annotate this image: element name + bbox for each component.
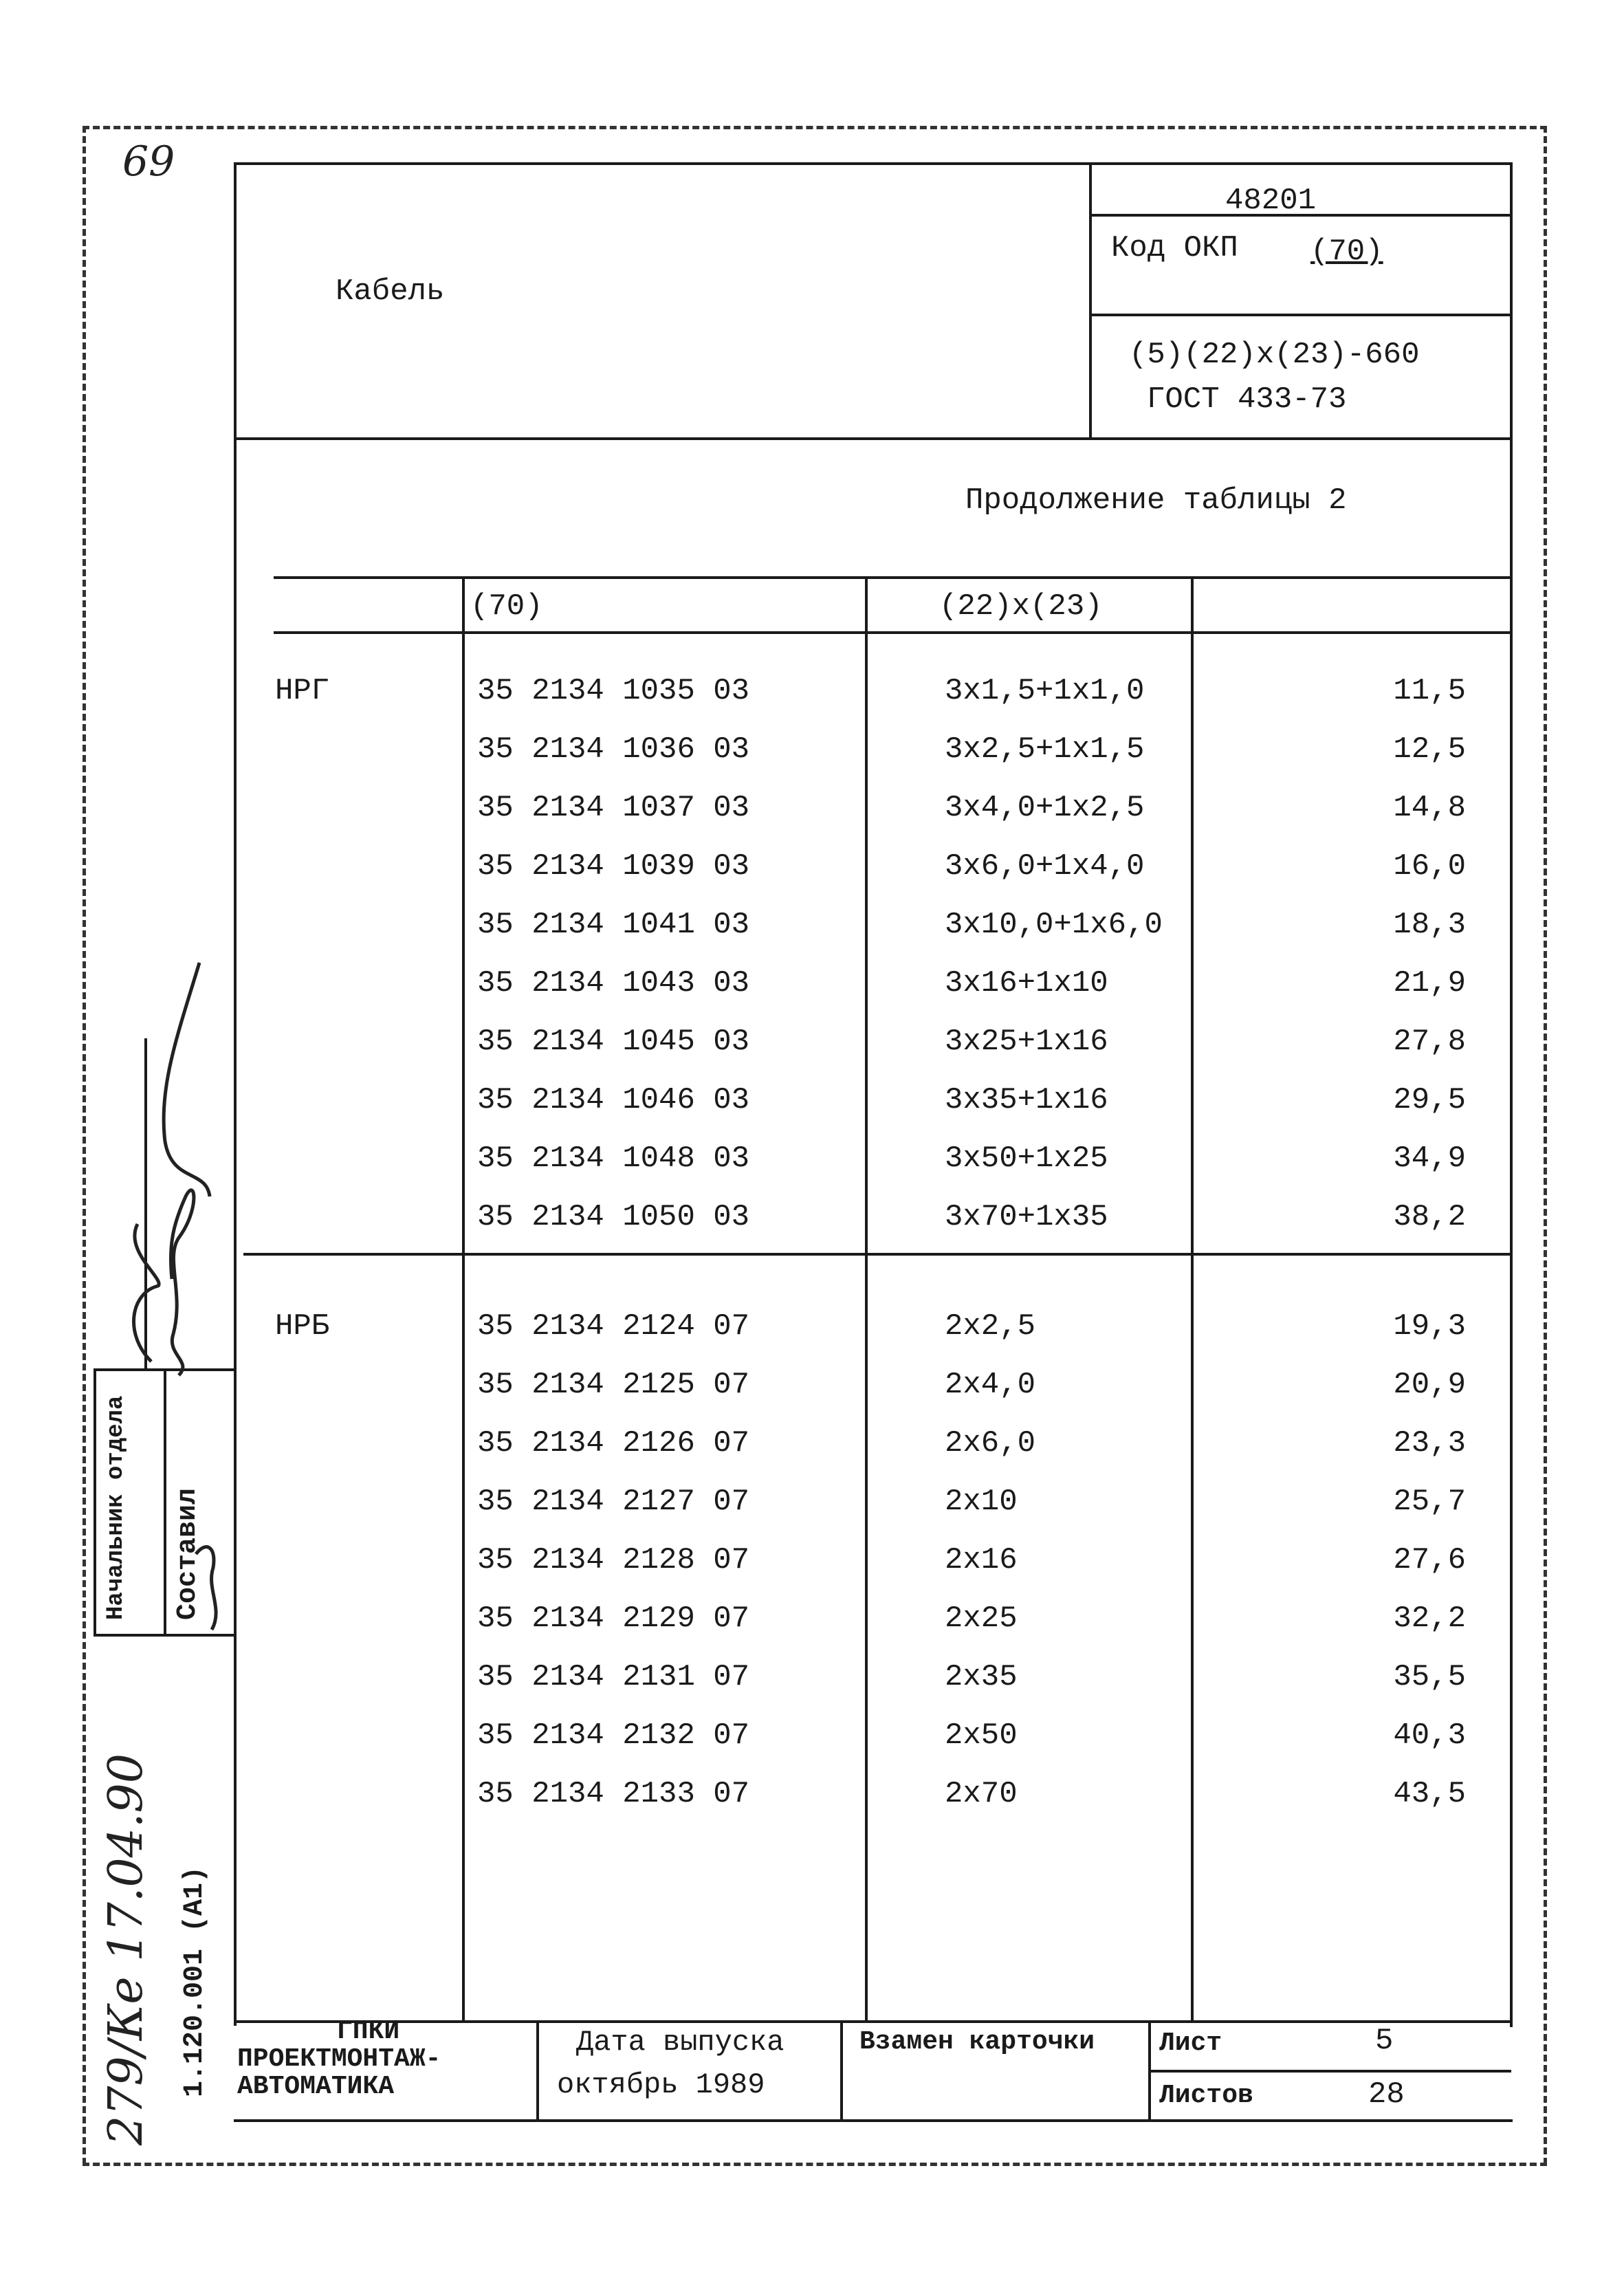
standard: ГОСТ 433-73 <box>1147 382 1347 417</box>
cell-size: 3x50+1x25 <box>945 1141 1108 1176</box>
cell-value: 20,9 <box>1393 1368 1466 1402</box>
cell-size: 3x1,5+1x1,0 <box>945 674 1145 708</box>
table-row <box>0 849 1624 908</box>
column-header-okp: (70) <box>470 589 543 624</box>
signature-stroke-3 <box>134 1224 160 1362</box>
cell-size: 2x35 <box>945 1660 1018 1694</box>
cell-value: 40,3 <box>1393 1718 1466 1753</box>
frame-top-border <box>83 126 1547 129</box>
stamp-head-of-dept: Начальник отдела <box>103 1395 129 1620</box>
cell-value: 35,5 <box>1393 1660 1466 1694</box>
cell-value: 32,2 <box>1393 1601 1466 1636</box>
cell-size: 3x10,0+1x6,0 <box>945 908 1163 942</box>
footer-divider-2 <box>840 2020 843 2121</box>
cell-size: 2x50 <box>945 1718 1018 1753</box>
footer-divider-1 <box>536 2020 539 2121</box>
frame-bottom-border <box>83 2163 1547 2166</box>
footer-release-label: Дата выпуска <box>576 2026 784 2059</box>
footer-org-line2: ПРОЕКТМОНТАЖ- <box>237 2044 441 2074</box>
table-row <box>0 791 1624 849</box>
table-header-bottom <box>274 631 1511 634</box>
cell-code: 35 2134 2126 07 <box>477 1426 750 1461</box>
designation: (5)(22)x(23)-660 <box>1129 338 1420 372</box>
cell-value: 16,0 <box>1393 849 1466 884</box>
stamp-compiled-by: Составил <box>173 1487 204 1620</box>
cell-size: 2x4,0 <box>945 1368 1036 1402</box>
cell-value: 18,3 <box>1393 908 1466 942</box>
cell-value: 34,9 <box>1393 1141 1466 1176</box>
cell-size: 2x2,5 <box>945 1309 1036 1344</box>
header-divider <box>1089 162 1092 439</box>
header-bottom-border <box>234 437 1513 440</box>
handwritten-date: 279/Ке 17.04.90 <box>99 1753 153 2145</box>
cell-code: 35 2134 2131 07 <box>477 1660 750 1694</box>
cell-size: 2x70 <box>945 1777 1018 1811</box>
cell-value: 27,6 <box>1393 1543 1466 1577</box>
cell-value: 29,5 <box>1393 1083 1466 1117</box>
group-label-nrb: НРБ <box>275 1309 330 1344</box>
cell-code: 35 2134 1043 03 <box>477 966 750 1001</box>
signature-stroke-2 <box>171 1190 193 1375</box>
cell-value: 19,3 <box>1393 1309 1466 1344</box>
column-header-size: (22)x(23) <box>939 589 1103 624</box>
cell-code: 35 2134 1041 03 <box>477 908 750 942</box>
footer-top-border <box>234 2020 1513 2023</box>
cell-size: 3x25+1x16 <box>945 1025 1108 1059</box>
cell-value: 14,8 <box>1393 791 1466 825</box>
cell-code: 35 2134 1045 03 <box>477 1025 750 1059</box>
cell-code: 35 2134 1048 03 <box>477 1141 750 1176</box>
footer-divider-3 <box>1148 2020 1151 2121</box>
okp-ref: (70) <box>1310 234 1383 269</box>
cell-code: 35 2134 1036 03 <box>477 732 750 767</box>
table-continuation-title: Продолжение таблицы 2 <box>965 483 1347 518</box>
cell-value: 38,2 <box>1393 1200 1466 1234</box>
cell-value: 21,9 <box>1393 966 1466 1001</box>
table-row <box>0 1777 1624 1835</box>
card-top-border <box>234 162 1513 165</box>
doc-code: 1.120.001 (A1) <box>179 1866 210 2097</box>
okp-label: Код ОКП <box>1111 231 1238 265</box>
footer-org-line3: АВТОМАТИКА <box>237 2072 395 2101</box>
footer-sheet-label: Лист <box>1159 2029 1222 2058</box>
cell-code: 35 2134 1035 03 <box>477 674 750 708</box>
footer-sheet-separator <box>1148 2070 1511 2073</box>
cell-value: 12,5 <box>1393 732 1466 767</box>
cell-size: 3x16+1x10 <box>945 966 1108 1001</box>
table-row <box>0 674 1624 732</box>
signature-stroke-4 <box>196 1547 216 1630</box>
table-row <box>0 732 1624 791</box>
cell-size: 2x10 <box>945 1485 1018 1519</box>
footer-sheets-label: Листов <box>1159 2081 1253 2110</box>
cell-size: 2x25 <box>945 1601 1018 1636</box>
cell-size: 3x6,0+1x4,0 <box>945 849 1145 884</box>
cell-size: 3x4,0+1x2,5 <box>945 791 1145 825</box>
footer-bottom-border <box>234 2119 1513 2122</box>
cell-code: 35 2134 2129 07 <box>477 1601 750 1636</box>
cell-size: 2x16 <box>945 1543 1018 1577</box>
footer-replaces-label: Взамен карточки <box>859 2027 1095 2057</box>
cell-size: 3x2,5+1x1,5 <box>945 732 1145 767</box>
cell-value: 43,5 <box>1393 1777 1466 1811</box>
signature-stroke-1 <box>164 963 210 1196</box>
table-header-top <box>274 576 1511 579</box>
cell-size: 3x70+1x35 <box>945 1200 1108 1234</box>
cell-value: 11,5 <box>1393 674 1466 708</box>
cell-value: 27,8 <box>1393 1025 1466 1059</box>
cell-code: 35 2134 1039 03 <box>477 849 750 884</box>
cell-size: 3x35+1x16 <box>945 1083 1108 1117</box>
footer-sheets-value: 28 <box>1368 2077 1405 2112</box>
cell-code: 35 2134 1037 03 <box>477 791 750 825</box>
cell-code: 35 2134 2125 07 <box>477 1368 750 1402</box>
cell-code: 35 2134 2128 07 <box>477 1543 750 1577</box>
product-name: Кабель <box>336 274 445 309</box>
cell-code: 35 2134 2124 07 <box>477 1309 750 1344</box>
cell-size: 2x6,0 <box>945 1426 1036 1461</box>
cell-code: 35 2134 2127 07 <box>477 1485 750 1519</box>
header-okp-separator <box>1089 314 1511 316</box>
footer-sheet-value: 5 <box>1375 2024 1394 2058</box>
signatures-drawing <box>96 949 248 1671</box>
code-number: 48201 <box>1225 184 1317 218</box>
cell-value: 25,7 <box>1393 1485 1466 1519</box>
cell-code: 35 2134 1046 03 <box>477 1083 750 1117</box>
cell-code: 35 2134 1050 03 <box>477 1200 750 1234</box>
footer-org-line1: ГПКИ <box>337 2017 400 2046</box>
footer-release-date: октябрь 1989 <box>557 2068 765 2101</box>
cell-value: 23,3 <box>1393 1426 1466 1461</box>
page-number-handwritten: 69 <box>122 138 175 186</box>
cell-code: 35 2134 2132 07 <box>477 1718 750 1753</box>
cell-code: 35 2134 2133 07 <box>477 1777 750 1811</box>
table-row <box>0 1718 1624 1777</box>
group-label-nrg: НРГ <box>275 674 330 708</box>
